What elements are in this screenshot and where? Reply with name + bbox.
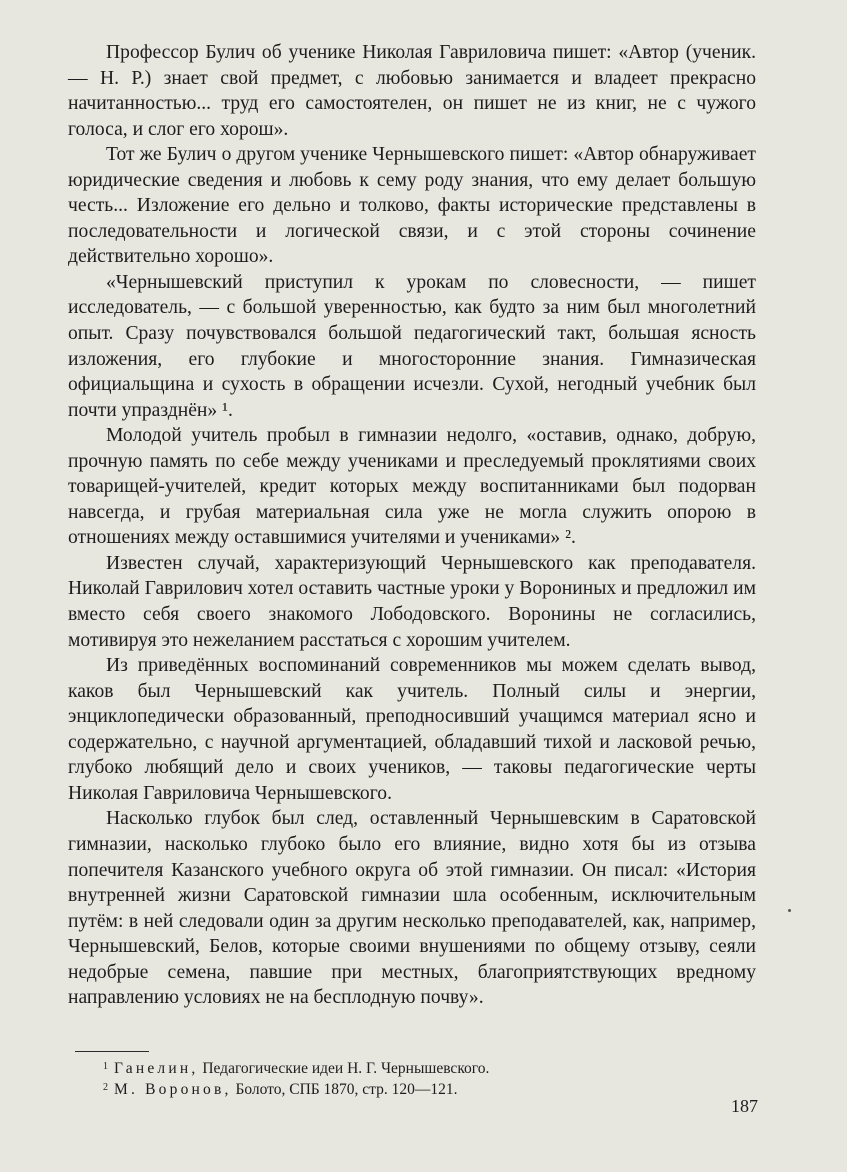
paragraph: Из приведённых воспоминаний современников мы можем сделать вывод, каков был Чернышевский как учитель. Полный силы и энергии, энциклопедически образованный, преподносивший учащимся материал ясно и содержательно, с научной аргументацией, обладавший тихой и ласковой речью, глубоко любящий дело и своих учеников, — таковы педагогические черты Николая Гавриловича Чернышевского. (68, 655, 756, 804)
print-speck (788, 909, 791, 912)
footnote (103, 1078, 743, 1099)
paragraph: «Чернышевский приступил к урокам по словесности, — пишет исследователь, — с большой уверенностью, как будто за ним был многолетний опыт. Сразу почувствовался большой педагогический такт, большая ясность изложения, его глубокие и многосторонние знания. Гимназическая официальщина и сухость в обращении исчезли. Сухой, негодный учебник был почти упразднён» ¹. (68, 271, 756, 421)
page-number: 187 (731, 1096, 758, 1116)
footnote-mark: 1 (103, 1061, 108, 1072)
footnote (103, 1057, 743, 1078)
paragraph: Молодой учитель пробыл в гимназии недолго, «оставив, однако, добрую, прочную память по себе между учениками и преследуемый проклятиями своих товарищей-учителей, кредит которых между воспитанниками был подорван навсегда, и грубая материальная сила уже не могла служить опорою в отношениях между оставшимися учителями и учениками» ². (68, 425, 756, 549)
paragraph: Профессор Булич об ученике Николая Гавриловича пишет: «Автор (ученик. — Н. Р.) знает свой предмет, с любовью занимается и владеет прекрасно начитанностью... труд его самостоятелен, он пишет не из книг, не с чужого голоса, и слог его хорош». (68, 42, 756, 140)
footnote-author: М. Воронов, (114, 1081, 232, 1098)
footnote-author: Ганелин, (114, 1060, 199, 1077)
paragraph: Тот же Булич о другом ученике Чернышевского пишет: «Автор обнаруживает юридические сведения и любовь к сему роду знания, что ему делает большую честь... Изложение его дельно и толково, факты исторические представлены в последовательности и логической связи, и с этой стороны сочинение действительно хорошо». (68, 144, 756, 268)
paragraph: Насколько глубок был след, оставленный Чернышевским в Саратовской гимназии, насколько глубоко было его влияние, видно хотя бы из отзыва попечителя Казанского учебного округа об этой гимназии. Он писал: «История внутренней жизни Саратовской гимназии шла особенным, исключительным путём: в ней следовали один за другим несколько преподавателей, как, например, Чернышевский, Белов, которые своими внушениями по общему отзыву, сеяли недобрые семена, павшие при местных, благоприятствующих вредному направлению условиях не на бесплодную почву». (68, 808, 756, 1009)
footnotes (103, 1045, 743, 1099)
footnote-mark: 2 (103, 1082, 108, 1093)
footnote-text: Болото, СПБ 1870, стр. 120—121. (231, 1081, 458, 1098)
paragraph: Известен случай, характеризующий Чернышевского как преподавателя. Николай Гаврилович хотел оставить частные уроки у Ворониных и предложил им вместо себя своего знакомого Лободовского. Воронины не согласились, мотивируя это нежеланием расстаться с хорошим учителем. (68, 552, 756, 651)
footnote-text: Педагогические идеи Н. Г. Чернышевского. (198, 1060, 490, 1077)
body-text (68, 40, 756, 1011)
